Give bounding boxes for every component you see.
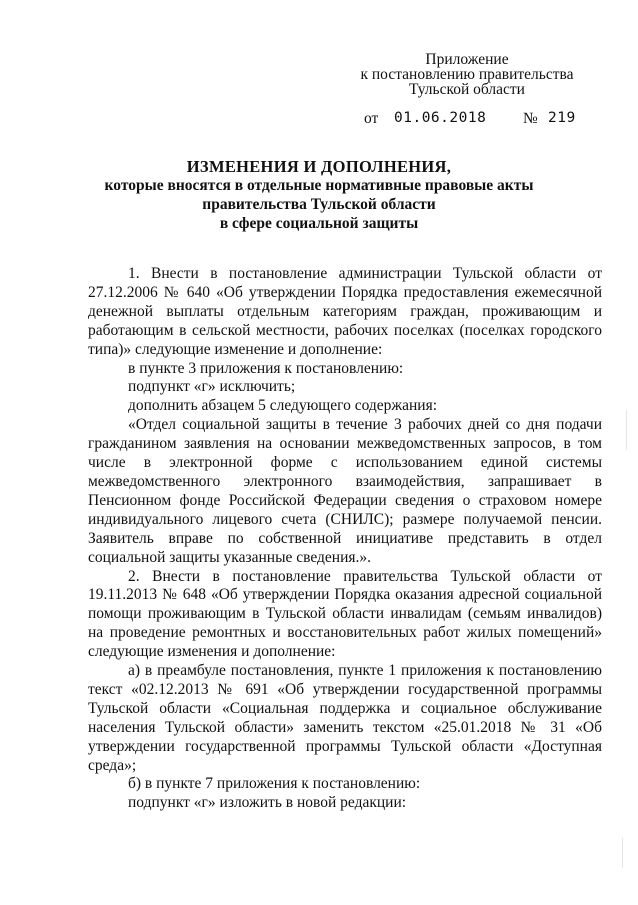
paragraph-3: подпункт «г» исключить; xyxy=(128,378,296,396)
scan-edge-mark xyxy=(626,410,627,450)
paragraph-6: 2. Внести в постановление правительства Тульской области от 19.11.2013 № 648 «Об утверждении Порядка оказания адресной социальной помощи проживающим в Тульской области инвалидам (семьям инвалидов) на проведение ремонтных и восстановительных работ жилых помещений» следующие изменения и дополнение: xyxy=(88,567,602,661)
document-body xyxy=(88,265,602,813)
paragraph-2: в пункте 3 приложения к постановлению: xyxy=(128,359,404,377)
paragraph-8: б) в пункте 7 приложения к постановлению: xyxy=(128,775,421,793)
document-date: 01.06.2018 xyxy=(394,110,487,126)
document-title xyxy=(80,157,558,233)
date-label: от xyxy=(364,110,379,127)
document-number: 219 xyxy=(548,110,576,126)
appendix-line-1: Приложение xyxy=(425,51,509,68)
paragraph-5: «Отдел социальной защиты в течение 3 рабочих дней со дня подачи гражданином заявления на основании межведомственных запросов, в том числе в электронной форме с использованием единой системы межведомственного электронного взаимодействия, запрашивает в Пенсионном фонде Российской Федерации сведения о страховом номере индивидуального лицевого счета (СНИЛС); размере получаемой пенсии. Заявитель вправе по собственной инициативе представить в отдел социальной защиты указанные сведения.». xyxy=(88,416,602,566)
appendix-header xyxy=(352,52,582,97)
paragraph-7: а) в преамбуле постановления, пункте 1 приложения к постановлению текст «02.12.2013 № 691 «Об утверждении государственной программы Тульской области «Социальная поддержка и социальное обслуживание населения Тульской области» заменить текстом «25.01.2018 № 31 «Об утверждении государственной программы Тульской области «Доступная среда»; xyxy=(88,662,602,774)
appendix-line-3: Тульской области xyxy=(409,81,525,98)
paragraph-9: подпункт «г» изложить в новой редакции: xyxy=(128,794,407,812)
paragraph-4: дополнить абзацем 5 следующего содержания: xyxy=(128,397,438,415)
paragraph-1: 1. Внести в постановление администрации Тульской области от 27.12.2006 № 640 «Об утверждении Порядка предоставления ежемесячной денежной выплаты отдельным категориям граждан, проживающим и работающим в сельской местности, рабочих поселках (поселках городского типа)» следующие изменение и дополнение: xyxy=(88,265,602,358)
title-line-3: правительства Тульской области xyxy=(202,196,436,213)
appendix-line-2: к постановлению правительства xyxy=(360,66,574,83)
title-line-2: которые вносятся в отдельные нормативные правовые акты xyxy=(104,177,534,194)
scan-edge-mark xyxy=(622,838,623,868)
title-line-4: в сфере социальной защиты xyxy=(219,215,419,232)
title-line-1: ИЗМЕНЕНИЯ И ДОПОЛНЕНИЯ, xyxy=(186,157,452,176)
number-label: № xyxy=(523,110,538,127)
